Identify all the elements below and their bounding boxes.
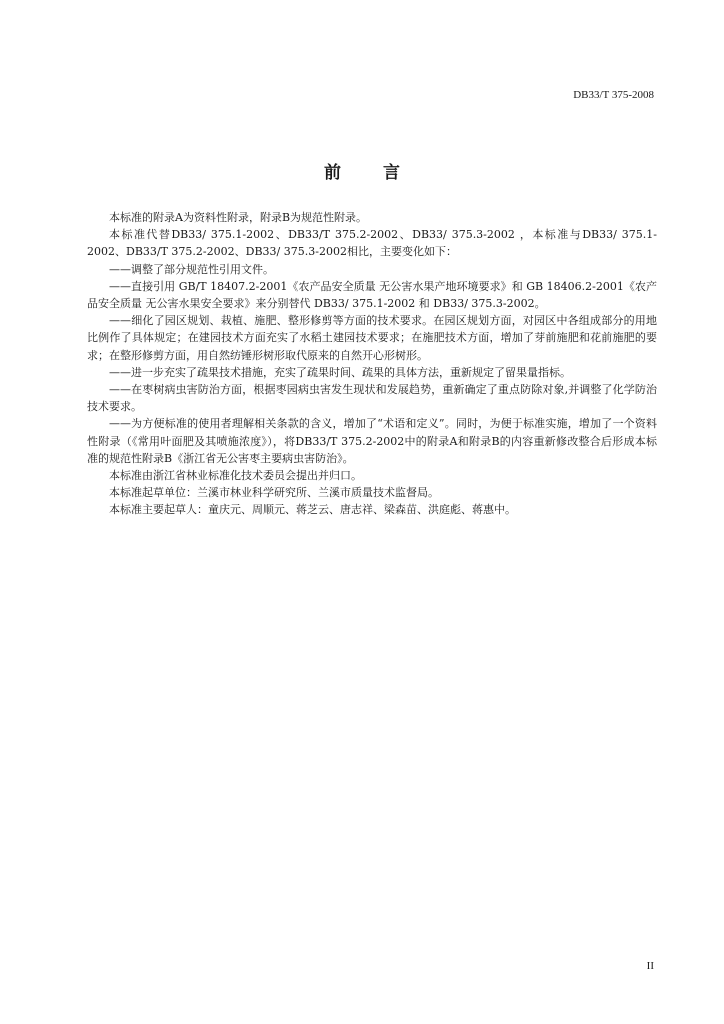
page-number: II [646,960,654,972]
paragraph: ——细化了园区规划、栽植、施肥、整形修剪等方面的技术要求。在园区规划方面，对园区中各组成部分的用地比例作了具体规定；在建园技术方面充实了水稻土建园技术要求；在施肥技术方面，增加了芽前施肥和花前施肥的要求；在整形修剪方面，用自然纺锤形树形取代原来的自然开心形树形。 [87,314,657,362]
paragraph: 本标准起草单位：兰溪市林业科学研究所、兰溪市质量技术监督局。 [109,486,439,500]
paragraph: ——为方便标准的使用者理解相关条款的含义，增加了“术语和定义”。同时，为便于标准实施，增加了一个资料性附录（《常用叶面肥及其喷施浓度》），将DB33/T 375.2-2002中的附录A和附录B的内容重新修改整合后形成本标准的规范性附录B《浙江省无公害枣主要病虫害防治》。 [87,417,657,465]
paragraph: ——调整了部分规范性引用文件。 [109,262,274,276]
paragraph: ——直接引用 GB/T 18407.2-2001《农产品安全质量 无公害水果产地环境要求》和 GB 18406.2-2001《农产品安全质量 无公害水果安全要求》来分别替代 DB33/ 375.1-2002 和 DB33/ 375.3-2002。 [87,279,657,311]
document-code: DB33/T 375-2008 [573,89,654,101]
paragraph: ——进一步充实了疏果技术措施，充实了疏果时间、疏果的具体方法，重新规定了留果量指标。 [109,365,571,379]
foreword-body [87,209,657,519]
paragraph: 本标准的附录A为资料性附录，附录B为规范性附录。 [109,211,368,224]
paragraph: ——在枣树病虫害防治方面，根据枣园病虫害发生现状和发展趋势，重新确定了重点防除对象,并调整了化学防治技术要求。 [87,383,657,414]
paragraph: 本标准由浙江省林业标准化技术委员会提出并归口。 [109,469,362,483]
paragraph: 本标准代替DB33/ 375.1-2002、DB33/T 375.2-2002、DB33/ 375.3-2002 ，本标准与DB33/ 375.1-2002、DB33/T 375.2-2002、DB33/ 375.3-2002相比，主要变化如下： [87,228,657,259]
paragraph: 本标准主要起草人：童庆元、周顺元、蒋芝云、唐志祥、梁森苗、洪庭彪、蒋惠中。 [109,503,516,517]
page-title: 前言 [324,163,442,183]
